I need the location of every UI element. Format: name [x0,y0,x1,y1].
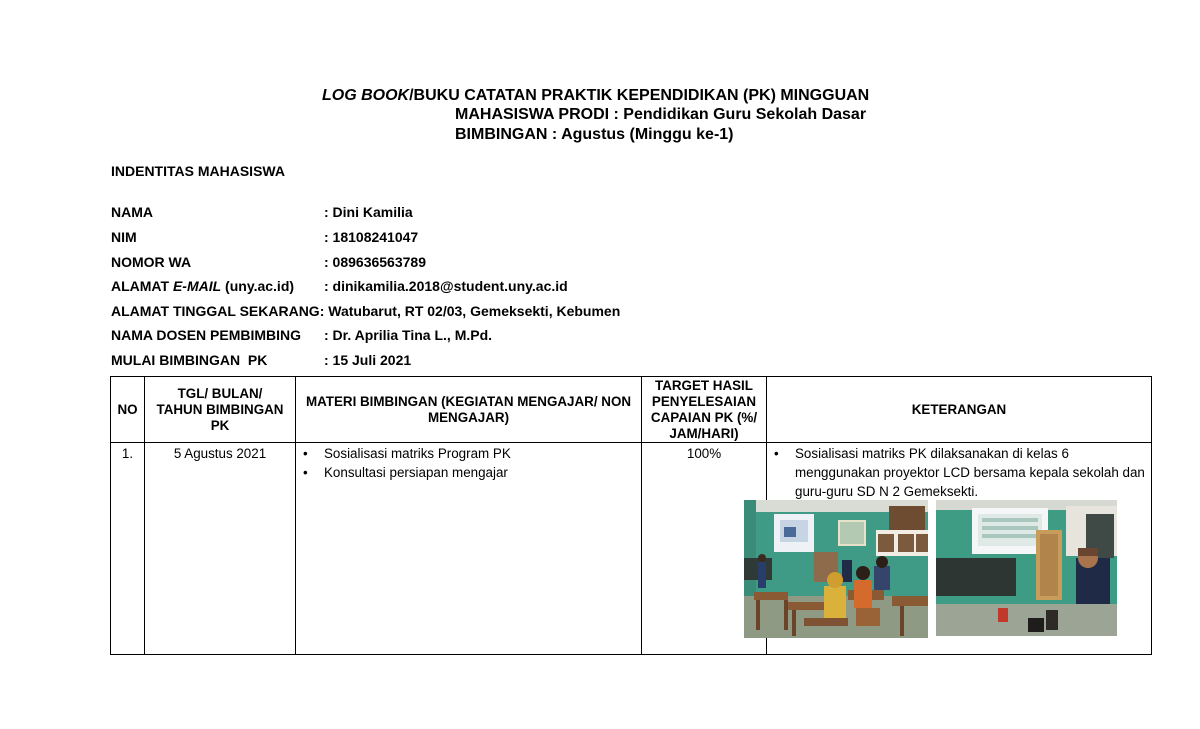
col-target: TARGET HASIL PENYELESAIAN CAPAIAN PK (%/ JAM/HARI) [642,377,767,443]
list-item: • Konsultasi persiapan mengajar [296,463,641,482]
wa-label: NOMOR WA [111,254,192,270]
mulai-label: MULAI BIMBINGAN PK [111,352,268,368]
section-title: INDENTITAS MAHASISWA [111,163,285,179]
keterangan-list [767,444,1145,501]
col-materi: MATERI BIMBINGAN (KEGIATAN MENGAJAR/ NON MENGAJAR) [296,377,642,443]
nim-value: : 18108241047 [324,229,419,245]
materi-list [296,444,641,482]
nim-label: NIM [111,229,137,245]
list-item: • Sosialisasi matriks PK dilaksanakan di kelas 6 menggunakan proyektor LCD bersama kepala sekolah dan guru-guru SD N 2 Gemeksekti. [767,444,1145,501]
classroom-photo-2 [936,500,1117,636]
classroom-photo-2-image [936,500,1117,636]
col-keterangan: KETERANGAN [767,377,1152,443]
row-tgl: 5 Agustus 2021 [145,443,296,655]
email-label-post: (uny.ac.id) [221,278,295,294]
mulai-value: : 15 Juli 2021 [324,352,412,368]
classroom-photo-1 [744,500,928,638]
dosen-label: NAMA DOSEN PEMBIMBING [111,327,302,343]
title-line-2: MAHASISWA PRODI : Pendidikan Guru Sekolah Dasar [455,106,867,123]
row-no: 1. [111,443,145,655]
nama-value: : Dini Kamilia [324,204,413,220]
title-line-1-rest: /BUKU CATATAN PRAKTIK KEPENDIDIKAN (PK) MINGGUAN [409,87,870,104]
list-item: • Sosialisasi matriks Program PK [296,444,641,463]
email-value: : dinikamilia.2018@student.uny.ac.id [324,278,568,294]
nama-label: NAMA [111,204,153,220]
col-tgl: TGL/ BULAN/ TAHUN BIMBINGAN PK [145,377,296,443]
row-materi [296,443,642,655]
dosen-value: : Dr. Aprilia Tina L., M.Pd. [324,327,493,343]
wa-value: : 089636563789 [324,254,426,270]
classroom-photo-1-image [744,500,928,638]
email-label-italic: E-MAIL [172,278,222,294]
col-no: NO [111,377,145,443]
alamat-line: ALAMAT TINGGAL SEKARANG: Watubarut, RT 02/03, Gemeksekti, Kebumen [111,303,621,319]
title-line-1 [322,87,869,105]
title-logbook-italic: LOG BOOK [322,87,410,104]
row-target: 100% [642,443,767,655]
table-header-row [111,377,1152,443]
title-line-3: BIMBINGAN : Agustus (Minggu ke-1) [455,126,734,143]
email-label-pre: ALAMAT [111,278,173,294]
email-label [111,278,294,294]
